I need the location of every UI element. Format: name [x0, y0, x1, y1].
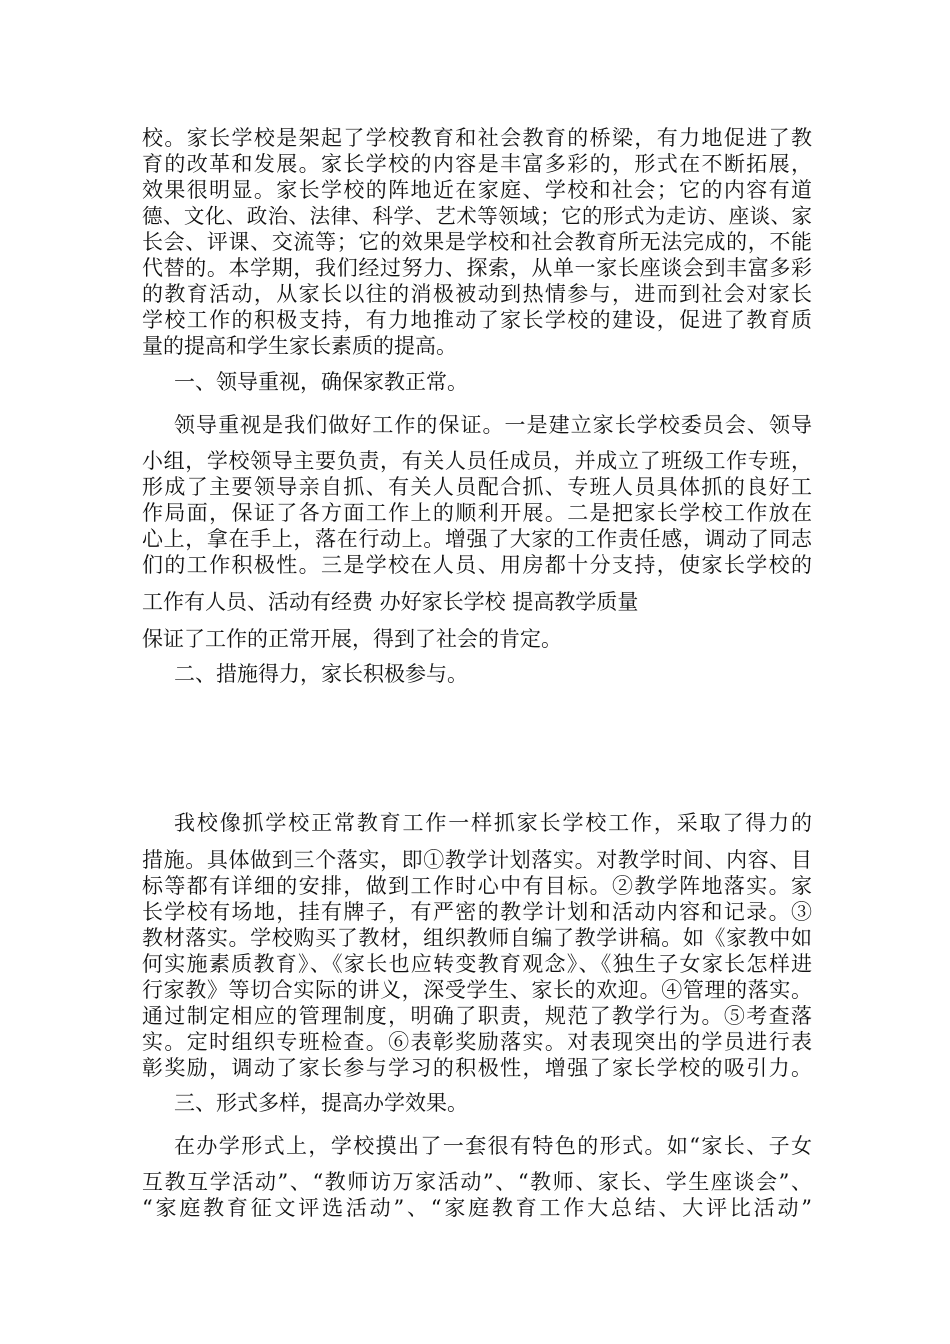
section-heading-2: 二、措施得力，家长积极参与。 — [174, 662, 468, 686]
section2-line: 实。定时组织专班检查。⑥表彰奖励落实。对表现突出的学员进行表 — [142, 1030, 812, 1054]
intro-line: 育的改革和发展。家长学校的内容是丰富多彩的，形式在不断拓展， — [142, 152, 812, 176]
intro-line: 效果很明显。家长学校的阵地近在家庭、学校和社会；它的内容有道 — [142, 178, 812, 202]
intro-line: 学校工作的积极支持，有力地推动了家长学校的建设，促进了教育质 — [142, 308, 812, 332]
section1-line: 形成了主要领导亲自抓、有关人员配合抓、专班人员具体抓的良好工 — [142, 475, 812, 499]
section3-line: 在办学形式上，学校摸出了一套很有特色的形式。如“家长、子女 — [174, 1134, 812, 1158]
section2-line: 何实施素质教育》、《家长也应转变教育观念》、《独生子女家长怎样进 — [142, 952, 812, 976]
section1-line: 心上，拿在手上，落在行动上。增强了大家的工作责任感，调动了同志 — [142, 527, 812, 551]
section2-line: 教材落实。学校购买了教材，组织教师自编了教学讲稿。如《家教中如 — [142, 926, 812, 950]
section1-line: 领导重视是我们做好工作的保证。一是建立家长学校委员会、领导 — [174, 413, 812, 437]
section2-line: 措施。具体做到三个落实，即①教学计划落实。对教学时间、内容、目 — [142, 848, 812, 872]
section2-line: 彰奖励，调动了家长参与学习的积极性，增强了家长学校的吸引力。 — [142, 1056, 812, 1080]
section2-line: 通过制定相应的管理制度，明确了职责，规范了教学行为。⑤考查落 — [142, 1004, 812, 1028]
section2-line: 长学校有场地，挂有牌子，有严密的教学计划和活动内容和记录。③ — [142, 900, 812, 924]
section2-line: 行家教》等切合实际的讲义，深受学生、家长的欢迎。④管理的落实。 — [142, 978, 812, 1002]
intro-line: 德、文化、政治、法律、科学、艺术等领域；它的形式为走访、座谈、家 — [142, 204, 812, 228]
section3-line: “家庭教育征文评选活动”、“家庭教育工作大总结、大评比活动” — [142, 1196, 812, 1220]
section1-line: 保证了工作的正常开展，得到了社会的肯定。 — [142, 627, 562, 651]
intro-line: 校。家长学校是架起了学校教育和社会教育的桥梁，有力地促进了教 — [142, 126, 812, 150]
section3-line: 互教互学活动”、“教师访万家活动”、“教师、家长、学生座谈会”、 — [142, 1170, 812, 1194]
section2-line: 我校像抓学校正常教育工作一样抓家长学校工作，采取了得力的 — [174, 811, 812, 835]
section1-line: 工作有人员、活动有经费 办好家长学校 提高教学质量 — [142, 590, 639, 614]
section1-line: 作局面，保证了各方面工作上的顺利开展。二是把家长学校工作放在 — [142, 501, 812, 525]
intro-line: 代替的。本学期，我们经过努力、探索，从单一家长座谈会到丰富多彩 — [142, 256, 812, 280]
intro-line: 的教育活动，从家长以往的消极被动到热情参与，进而到社会对家长 — [142, 282, 812, 306]
section1-line: 小组，学校领导主要负责，有关人员任成员，并成立了班级工作专班， — [142, 449, 812, 473]
section-heading-3: 三、形式多样，提高办学效果。 — [174, 1091, 468, 1115]
section-heading-1: 一、领导重视，确保家教正常。 — [174, 370, 468, 394]
section2-line: 标等都有详细的安排，做到工作时心中有目标。②教学阵地落实。家 — [142, 874, 812, 898]
section1-line: 们的工作积极性。三是学校在人员、用房都十分支持，使家长学校的 — [142, 553, 812, 577]
intro-line: 长会、评课、交流等；它的效果是学校和社会教育所无法完成的，不能 — [142, 230, 812, 254]
intro-line: 量的提高和学生家长素质的提高。 — [142, 334, 457, 358]
